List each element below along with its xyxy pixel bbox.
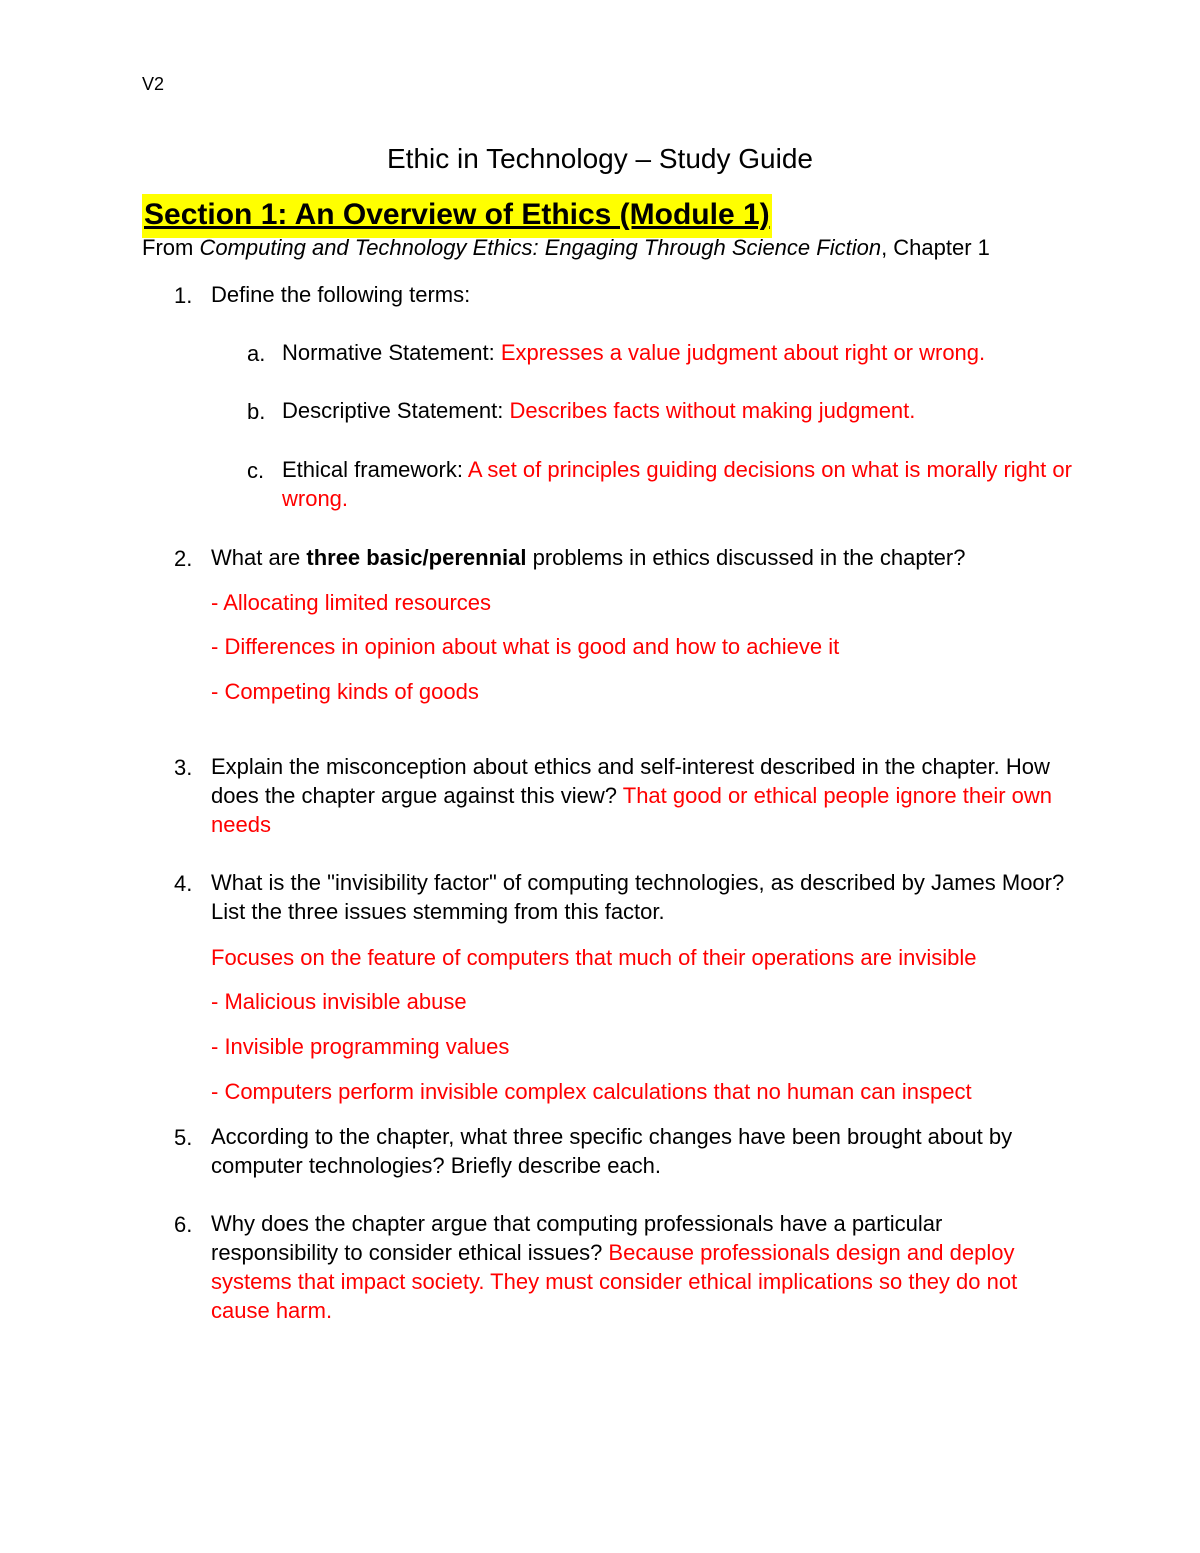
q4-answer-3: - Invisible programming values (211, 1034, 510, 1059)
question-3-text (211, 752, 1071, 839)
question-4-text: What is the "invisibility factor" of computing technologies, as described by James Moor? List the three issues stemming from this factor. (211, 870, 1065, 924)
q6-question: Why does the chapter argue that computing professionals have a particular responsibility to consider ethical issues? (211, 1211, 943, 1265)
q2-answer-1: - Allocating limited resources (211, 590, 492, 615)
q1-item-c (282, 455, 1072, 513)
version-label: V2 (142, 74, 165, 94)
section-heading: Section 1: An Overview of Ethics (Module 1) (142, 194, 772, 238)
q1-item-b-term: Descriptive Statement: (282, 398, 510, 423)
q2-answer-3: - Competing kinds of goods (211, 679, 479, 704)
q2-text-bold: three basic/perennial (306, 545, 527, 570)
q1-item-c-term: Ethical framework: (282, 457, 468, 482)
source-book-title: Computing and Technology Ethics: Engaging Through Science Fiction (199, 235, 882, 260)
q3-answer: That good or ethical people ignore their own needs (211, 783, 1053, 837)
source-citation (142, 235, 990, 261)
question-6-number: 6. (174, 1212, 193, 1237)
question-3-number: 3. (174, 755, 193, 780)
q1-item-a-answer: Expresses a value judgment about right or wrong. (500, 340, 986, 365)
q1-item-b (282, 396, 1072, 425)
q1-item-a-letter: a. (247, 341, 266, 366)
question-2-number: 2. (174, 546, 193, 571)
q1-item-a-term: Normative Statement: (282, 340, 501, 365)
q6-answer: Because professionals design and deploy systems that impact society. They must consider ethical implications so they do not cause harm. (211, 1240, 1018, 1323)
q4-answer-1: Focuses on the feature of computers that much of their operations are invisible (211, 945, 977, 970)
q4-answer-2: - Malicious invisible abuse (211, 989, 467, 1014)
q2-answer-2: - Differences in opinion about what is good and how to achieve it (211, 634, 840, 659)
q1-item-a (282, 338, 1072, 367)
question-1-text: Define the following terms: (211, 282, 471, 307)
question-6-text (211, 1209, 1071, 1325)
q1-item-c-letter: c. (247, 458, 265, 483)
q3-question: Explain the misconception about ethics and self-interest described in the chapter. How does the chapter argue against this view? (211, 754, 1050, 808)
q1-item-c-answer: A set of principles guiding decisions on what is morally right or wrong. (282, 457, 1072, 511)
source-suffix: , Chapter 1 (881, 235, 990, 260)
q4-answer-4: - Computers perform invisible complex calculations that no human can inspect (211, 1079, 972, 1104)
question-1-number: 1. (174, 283, 193, 308)
question-5-number: 5. (174, 1125, 193, 1150)
q2-text-before: What are (211, 545, 307, 570)
question-2-text (211, 543, 1071, 572)
question-5-text: According to the chapter, what three specific changes have been brought about by computer technologies? Briefly describe each. (211, 1124, 1013, 1178)
question-4-number: 4. (174, 871, 193, 896)
q1-item-b-answer: Describes facts without making judgment. (509, 398, 916, 423)
q1-item-b-letter: b. (247, 399, 266, 424)
q2-text-after: problems in ethics discussed in the chapter? (526, 545, 966, 570)
page-title: Ethic in Technology – Study Guide (387, 143, 813, 174)
source-prefix: From (142, 235, 200, 260)
